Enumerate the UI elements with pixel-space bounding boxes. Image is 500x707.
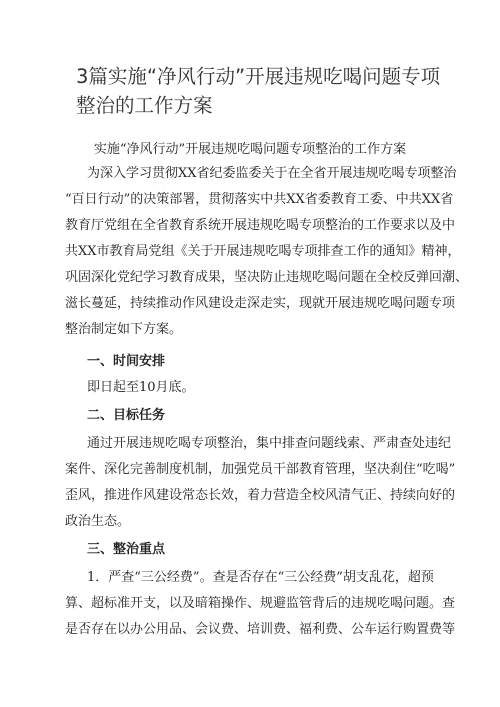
intro-line: 为深入学习贯彻XX省纪委监委关于在全省开展违规吃喝专项整治 [87,166,457,181]
title-line-2: 整治的工作方案 [76,94,213,117]
intro-line: 巩固深化党纪学习教育成果，坚决防止违规吃喝问题在全校反弹回潮、 [65,270,469,285]
section-line: 是否存在以办公用品、会议费、培训费、福利费、公车运行购置费等 [65,622,456,637]
document-title [76,62,456,120]
section-heading-schedule: 一、时间安排 [87,354,166,369]
section-line: 通过开展违规吃喝专项整治，集中排查问题线索、严肃查处违纪 [87,436,452,451]
section-line: 政治生态。 [65,514,131,529]
section-line: 1．严查“三公经费”。查是否存在“三公经费”胡支乱花，超预 [87,570,434,585]
section-heading-focus: 三、整治重点 [87,542,166,557]
intro-line: 教育厅党组在全省教育系统开展违规吃喝专项整治的工作要求以及中 [65,218,456,233]
intro-line: “百日行动”的决策部署，贯彻落实中共XX省委教育工委、中共XX省 [65,192,454,207]
section-line: 即日起至10月底。 [87,380,195,395]
intro-line: 整治制定如下方案。 [65,322,183,337]
section-heading-goals: 二、目标任务 [87,408,166,423]
intro-line: 共XX市教育局党组《关于开展违规吃喝专项排查工作的通知》精神， [65,244,461,259]
document-subtitle: 实施“净风行动”开展违规吃喝问题专项整治的工作方案 [93,142,407,157]
intro-line: 滋长蔓延，持续推动作风建设走深走实，现就开展违规吃喝问题专项 [65,296,456,311]
section-line: 歪风，推进作风建设常态长效，着力营造全校风清气正、持续向好的 [65,488,456,503]
section-line: 案件、深化完善制度机制，加强党员干部教育管理，坚决刹住“吃喝” [65,462,456,477]
title-line-1: 3篇实施“净风行动”开展违规吃喝问题专项 [76,65,441,88]
section-line: 算、超标准开支，以及暗箱操作、规避监管背后的违规吃喝问题。查 [65,596,456,611]
